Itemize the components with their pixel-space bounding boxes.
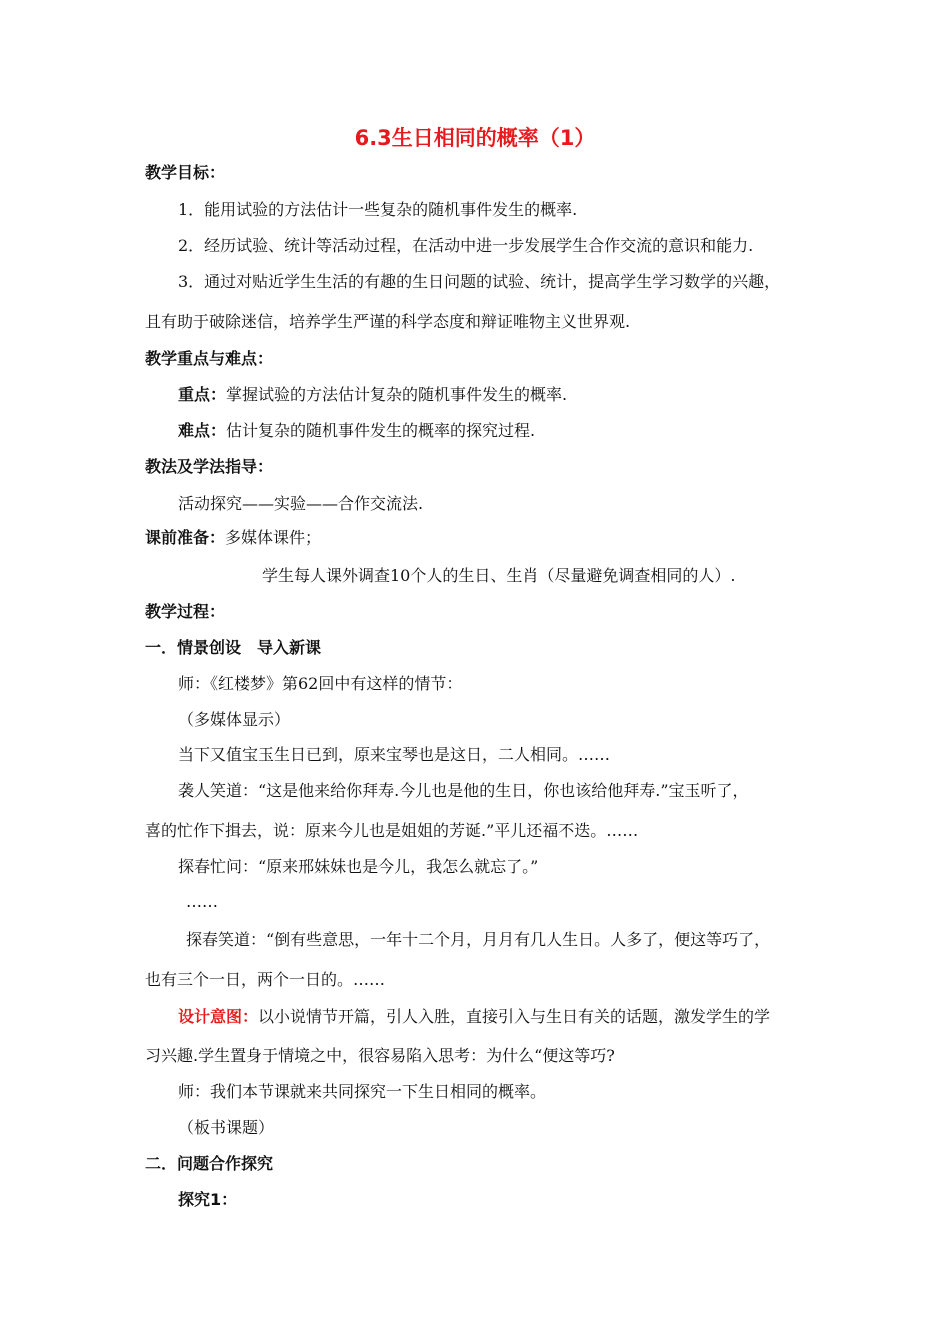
objective-1: 1．能用试验的方法估计一些复杂的随机事件发生的概率. [178,200,578,219]
paragraph-7-line-1: 探春笑道：“倒有些意思，一年十二个月，月月有几人生日。人多了，便这等巧了， [186,930,771,949]
paragraph-8: 师：我们本节课就来共同探究一下生日相同的概率。 [178,1082,547,1101]
difficult-point [178,421,535,441]
explore-1-heading: 探究1： [178,1190,238,1209]
design-text: 以小说情节开篇，引人入胜，直接引入与生日有关的话题，激发学生的学 [258,1007,771,1026]
design-intent-line-2: 习兴趣.学生置身于情境之中，很容易陷入思考：为什么“便这等巧? [145,1046,615,1065]
paragraph-1: 师：《红楼梦》第62回中有这样的情节： [178,674,463,693]
key-point [178,385,567,405]
paragraph-3: 当下又值宝玉生日已到，原来宝琴也是这日，二人相同。…… [178,745,611,764]
paragraph-5: 探春忙问：“原来邢妹妹也是今儿，我怎么就忘了。” [178,857,539,876]
section-2-heading: 二．问题合作探究 [145,1154,274,1173]
prep-text: 多媒体课件； [225,528,322,547]
difficult-text: 估计复杂的随机事件发生的概率的探究过程. [226,421,536,440]
key-label: 重点： [178,385,227,404]
prep-label: 课前准备： [145,528,226,547]
paragraph-9: （板书课题） [178,1118,275,1137]
prep-line [145,528,321,548]
design-intent-line-1 [178,1007,770,1027]
section-1-heading: 一．情景创设 导入新课 [145,638,322,657]
paragraph-7-line-2: 也有三个一日，两个一日的。…… [145,970,386,989]
key-points-heading: 教学重点与难点： [145,349,274,368]
document-title: 6.3生日相同的概率（1） [354,126,596,150]
key-text: 掌握试验的方法估计复杂的随机事件发生的概率. [226,385,568,404]
design-label: 设计意图： [178,1007,259,1026]
process-heading: 教学过程： [145,602,226,621]
paragraph-6: …… [186,892,218,911]
methods-heading: 教法及学法指导： [145,457,274,476]
objective-3-line-1: 3．通过对贴近学生生活的有趣的生日问题的试验、统计，提高学生学习数学的兴趣， [178,272,781,291]
paragraph-4-line-2: 喜的忙作下揖去，说：原来今儿也是姐姐的芳诞.”平儿还福不迭。…… [145,821,639,840]
objectives-heading: 教学目标： [145,163,226,182]
prep-text-2: 学生每人课外调查10个人的生日、生肖（尽量避免调查相同的人）. [262,566,736,585]
paragraph-4-line-1: 袭人笑道：“这是他来给你拜寿.今儿也是他的生日，你也该给他拜寿.”宝玉听了， [178,781,749,800]
objective-2: 2．经历试验、统计等活动过程，在活动中进一步发展学生合作交流的意识和能力. [178,236,754,255]
objective-3-line-2: 且有助于破除迷信，培养学生严谨的科学态度和辩证唯物主义世界观. [145,312,631,331]
difficult-label: 难点： [178,421,227,440]
paragraph-2: （多媒体显示） [178,710,291,729]
methods-text: 活动探究——实验——合作交流法. [178,494,424,513]
